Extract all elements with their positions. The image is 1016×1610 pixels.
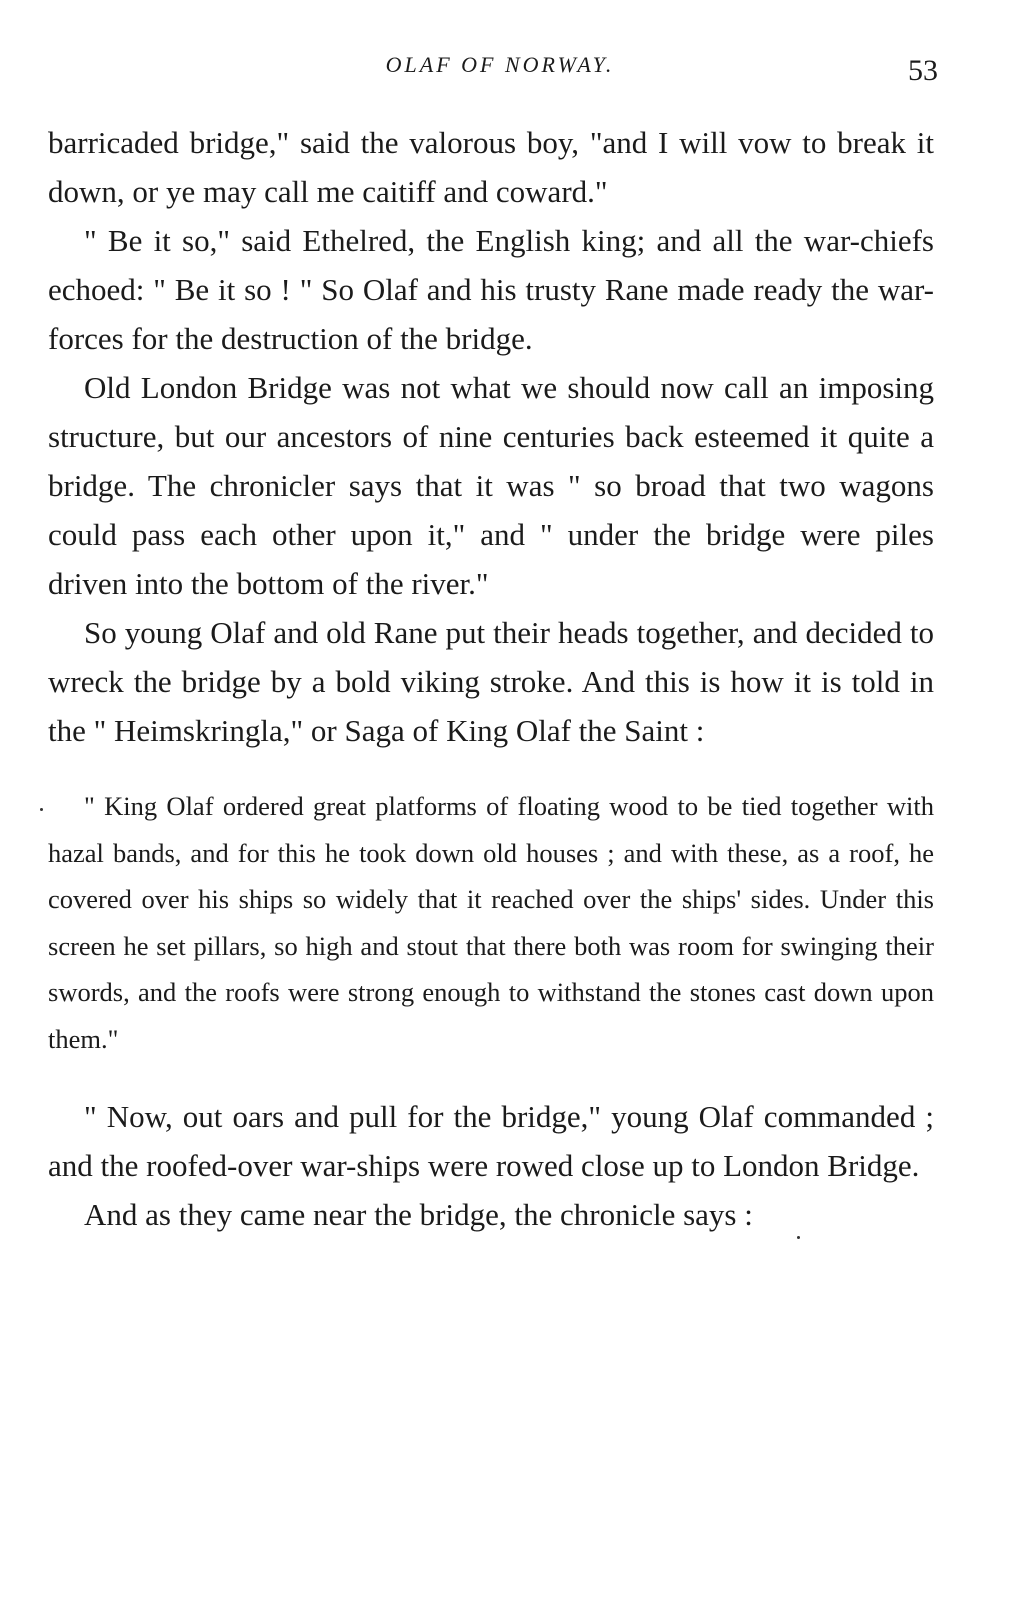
paragraph-3: Old London Bridge was not what we should now call an imposing structure, but our ancestors of nine centuries back esteemed it quite a bridge. The chronicler says that it was " so broad that two wagons could pass each other upon it," and " under the bridge were piles driven into the bottom of the river." (48, 370, 934, 601)
body-text (48, 118, 934, 1239)
running-head (0, 48, 1016, 88)
paragraph-2: " Be it so," said Ethelred, the English king; and all the war-chiefs echoed: " Be it so ! " So Olaf and his trusty Rane made ready the war-forces for the destruction of the bridge. (48, 223, 934, 356)
block-quotation: " King Olaf ordered great platforms of floating wood to be tied together with hazal bands, and for this he took down old houses ; and with these, as a roof, he covered over his ships so widely that it reached over the ships' sides. Under this screen he set pillars, so high and stout that there both was room for swinging their swords, and the roofs were strong enough to withstand the stones cast down upon them." (48, 791, 934, 1054)
paragraph-5: " Now, out oars and pull for the bridge," young Olaf commanded ; and the roofed-over war-ships were rowed close up to London Bridge. (48, 1099, 934, 1183)
ink-speck (40, 808, 43, 811)
paragraph-4: So young Olaf and old Rane put their heads together, and decided to wreck the bridge by a bold viking stroke. And this is how it is told in the " Heimskringla," or Saga of King Olaf the Saint : (48, 615, 934, 748)
paragraph-1: barricaded bridge," said the valorous boy, "and I will vow to break it down, or ye may call me caitiff and coward." (48, 125, 934, 209)
running-title: OLAF OF NORWAY. (385, 52, 615, 77)
ink-speck (797, 1236, 800, 1239)
paragraph-6: And as they came near the bridge, the chronicle says : (84, 1197, 753, 1232)
page-number: 53 (908, 54, 938, 87)
